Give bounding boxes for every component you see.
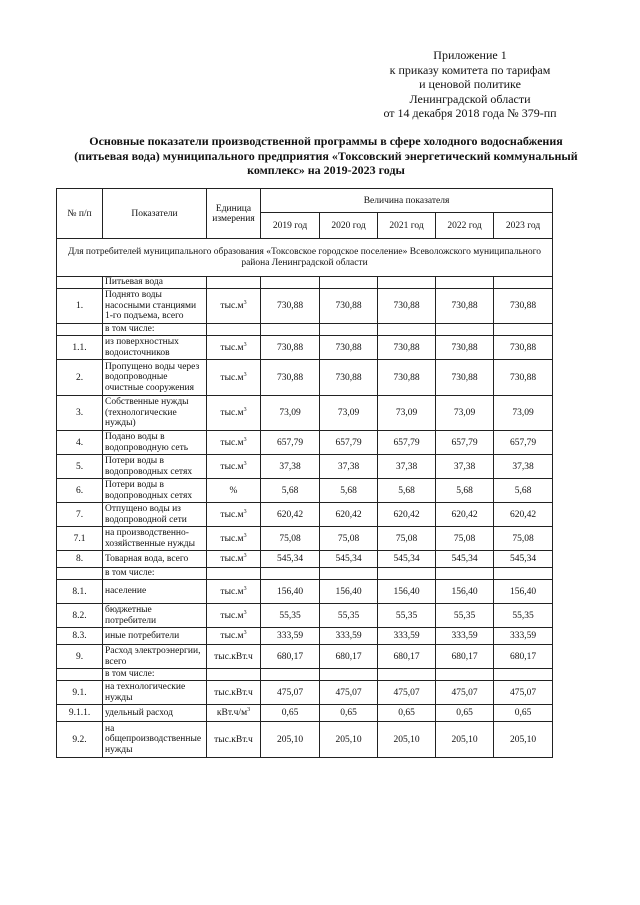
value-cell: 680,17	[436, 645, 494, 669]
unit-exponent: 3	[243, 299, 247, 306]
value-cell: 55,35	[320, 604, 378, 628]
value-cell: 545,34	[261, 551, 320, 568]
value-cell: 730,88	[436, 336, 494, 360]
row-number: 3.	[57, 396, 103, 431]
value-cell: 333,59	[378, 628, 436, 645]
value-cell: 205,10	[378, 722, 436, 758]
unit-cell	[207, 360, 261, 396]
unit-text: тыс.кВт.ч	[214, 651, 253, 662]
value-cell: 730,88	[494, 360, 553, 396]
unit-cell	[207, 527, 261, 551]
row-number: 5.	[57, 455, 103, 479]
section-label: в том числе:	[103, 324, 207, 336]
table-row	[57, 503, 553, 527]
section-row	[57, 669, 553, 681]
indicator-label: удельный расход	[103, 705, 207, 722]
indicator-label: Расход электроэнергии, всего	[103, 645, 207, 669]
value-cell: 620,42	[261, 503, 320, 527]
value-cell: 730,88	[261, 289, 320, 324]
unit-exponent: 3	[243, 341, 247, 348]
header-unit: Единица измерения	[207, 189, 261, 239]
value-cell: 205,10	[436, 722, 494, 758]
unit-exponent: 3	[243, 436, 247, 443]
table-row	[57, 681, 553, 705]
unit-text: тыс.м	[220, 586, 244, 597]
indicator-label: Отпущено воды из водопроводной сети	[103, 503, 207, 527]
header-year: 2023 год	[494, 213, 553, 239]
value-cell: 680,17	[378, 645, 436, 669]
value-cell: 73,09	[436, 396, 494, 431]
table-row	[57, 645, 553, 669]
title-line: Основные показатели производственной программы в сфере холодного водоснабжения	[89, 134, 563, 148]
unit-exponent: 3	[243, 629, 247, 636]
indicator-label: Собственные нужды (технологические нужды)	[103, 396, 207, 431]
value-cell: 205,10	[320, 722, 378, 758]
title-line: (питьевая вода) муниципального предприятия «Токсовский энергетический коммунальный	[74, 148, 578, 163]
value-cell: 5,68	[436, 479, 494, 503]
row-number-cell	[57, 277, 103, 289]
appendix-line: от 14 декабря 2018 года № 379-пп	[383, 106, 557, 120]
unit-exponent: 3	[243, 371, 247, 378]
value-cell: 0,65	[378, 705, 436, 722]
row-number: 1.	[57, 289, 103, 324]
unit-text: тыс.м	[220, 461, 244, 472]
value-cell: 620,42	[378, 503, 436, 527]
table-row	[57, 580, 553, 604]
unit-text: %	[229, 485, 238, 496]
indicator-label: Потери воды в водопроводных сетях	[103, 455, 207, 479]
value-cell: 730,88	[320, 336, 378, 360]
table-row	[57, 527, 553, 551]
unit-cell	[207, 604, 261, 628]
title-line: комплекс» на 2019-2023 годы	[247, 163, 405, 177]
value-cell: 55,35	[436, 604, 494, 628]
value-cell: 73,09	[320, 396, 378, 431]
empty-cell	[378, 568, 436, 580]
row-number: 7.	[57, 503, 103, 527]
value-cell: 333,59	[436, 628, 494, 645]
value-cell: 730,88	[261, 336, 320, 360]
value-cell: 5,68	[320, 479, 378, 503]
header-year: 2020 год	[320, 213, 378, 239]
value-cell: 156,40	[320, 580, 378, 604]
unit-text: тыс.м	[220, 610, 244, 621]
value-cell: 730,88	[320, 360, 378, 396]
unit-cell	[207, 722, 261, 758]
indicator-label: Подано воды в водопроводную сеть	[103, 431, 207, 455]
value-cell: 5,68	[494, 479, 553, 503]
value-cell: 620,42	[436, 503, 494, 527]
value-cell: 37,38	[494, 455, 553, 479]
indicator-label: на производственно-хозяйственные нужды	[103, 527, 207, 551]
table-row	[57, 455, 553, 479]
indicator-label: население	[103, 580, 207, 604]
value-cell: 475,07	[320, 681, 378, 705]
row-number: 9.	[57, 645, 103, 669]
empty-cell	[494, 669, 553, 681]
value-cell: 475,07	[436, 681, 494, 705]
value-cell: 730,88	[378, 336, 436, 360]
empty-cell	[378, 669, 436, 681]
value-cell: 545,34	[436, 551, 494, 568]
value-cell: 73,09	[494, 396, 553, 431]
empty-cell	[494, 324, 553, 336]
value-cell: 205,10	[494, 722, 553, 758]
value-cell: 0,65	[436, 705, 494, 722]
indicator-label: из поверхностных водоисточников	[103, 336, 207, 360]
header-num: № п/п	[57, 189, 103, 239]
indicator-label: Товарная вода, всего	[103, 551, 207, 568]
value-cell: 730,88	[261, 360, 320, 396]
empty-cell	[436, 277, 494, 289]
unit-text: тыс.м	[220, 342, 244, 353]
table-row	[57, 722, 553, 758]
value-cell: 0,65	[261, 705, 320, 722]
empty-cell	[378, 324, 436, 336]
unit-text: тыс.м	[220, 631, 244, 641]
value-cell: 657,79	[436, 431, 494, 455]
value-cell: 37,38	[436, 455, 494, 479]
empty-cell	[494, 568, 553, 580]
value-cell: 475,07	[494, 681, 553, 705]
row-number: 9.1.	[57, 681, 103, 705]
value-cell: 657,79	[494, 431, 553, 455]
value-cell: 156,40	[261, 580, 320, 604]
value-cell: 730,88	[320, 289, 378, 324]
indicator-label: Потери воды в водопроводных сетях	[103, 479, 207, 503]
value-cell: 657,79	[320, 431, 378, 455]
empty-cell	[320, 324, 378, 336]
value-cell: 680,17	[261, 645, 320, 669]
table-row	[57, 396, 553, 431]
value-cell: 5,68	[378, 479, 436, 503]
value-cell: 37,38	[378, 455, 436, 479]
row-number: 7.1	[57, 527, 103, 551]
value-cell: 37,38	[261, 455, 320, 479]
value-cell: 37,38	[320, 455, 378, 479]
empty-cell	[261, 324, 320, 336]
indicator-label: на технологические нужды	[103, 681, 207, 705]
value-cell: 205,10	[261, 722, 320, 758]
unit-cell	[207, 681, 261, 705]
value-cell: 0,65	[494, 705, 553, 722]
unit-exponent: 3	[243, 585, 247, 592]
section-row	[57, 277, 553, 289]
unit-text: тыс.м	[220, 301, 244, 311]
value-cell: 545,34	[320, 551, 378, 568]
empty-cell	[378, 277, 436, 289]
header-value-group: Величина показателя	[261, 189, 553, 213]
table-row	[57, 705, 553, 722]
section-row	[57, 324, 553, 336]
appendix-line: Ленинградской области	[409, 91, 531, 106]
value-cell: 5,68	[261, 479, 320, 503]
row-number: 4.	[57, 431, 103, 455]
value-cell: 156,40	[436, 580, 494, 604]
empty-cell	[207, 669, 261, 681]
value-cell: 75,08	[320, 527, 378, 551]
header-indicator: Показатели	[103, 189, 207, 239]
row-number-cell	[57, 324, 103, 336]
unit-exponent: 3	[243, 406, 247, 413]
unit-exponent: 3	[243, 508, 247, 515]
appendix-line: и ценовой политике	[419, 77, 521, 91]
row-number-cell	[57, 669, 103, 681]
unit-cell	[207, 503, 261, 527]
row-number: 8.1.	[57, 580, 103, 604]
empty-cell	[207, 568, 261, 580]
empty-cell	[207, 277, 261, 289]
value-cell: 730,88	[436, 360, 494, 396]
value-cell: 333,59	[494, 628, 553, 645]
unit-cell	[207, 705, 261, 722]
row-number: 9.2.	[57, 722, 103, 758]
indicator-label: Поднято воды насосными станциями 1-го подъема, всего	[103, 289, 207, 324]
empty-cell	[207, 324, 261, 336]
value-cell: 55,35	[378, 604, 436, 628]
section-label: в том числе:	[103, 669, 207, 681]
value-cell: 156,40	[378, 580, 436, 604]
unit-cell	[207, 628, 261, 645]
value-cell: 475,07	[378, 681, 436, 705]
unit-exponent: 3	[247, 706, 251, 713]
value-cell: 475,07	[261, 681, 320, 705]
unit-cell	[207, 336, 261, 360]
value-cell: 730,88	[378, 289, 436, 324]
value-cell: 333,59	[320, 628, 378, 645]
empty-cell	[436, 669, 494, 681]
empty-cell	[436, 568, 494, 580]
unit-text: тыс.м	[220, 554, 244, 564]
empty-cell	[261, 669, 320, 681]
unit-exponent: 3	[243, 532, 247, 539]
value-cell: 156,40	[494, 580, 553, 604]
indicator-label: на общепроизводственные нужды	[103, 722, 207, 758]
row-number: 2.	[57, 360, 103, 396]
unit-text: тыс.м	[220, 408, 244, 418]
document-title	[56, 134, 596, 178]
row-number: 8.	[57, 551, 103, 568]
value-cell: 75,08	[378, 527, 436, 551]
unit-exponent: 3	[243, 609, 247, 616]
empty-cell	[261, 568, 320, 580]
table-row	[57, 604, 553, 628]
empty-cell	[494, 277, 553, 289]
group-row-label: Для потребителей муниципального образования «Токсовское городское поселение» Всеволожского муниципального района Ленинградской области	[57, 239, 553, 277]
unit-text: тыс.кВт.ч	[214, 687, 253, 698]
unit-cell	[207, 289, 261, 324]
row-number: 8.2.	[57, 604, 103, 628]
header-year: 2022 год	[436, 213, 494, 239]
value-cell: 730,88	[378, 360, 436, 396]
unit-cell	[207, 396, 261, 431]
table-row	[57, 336, 553, 360]
empty-cell	[436, 324, 494, 336]
value-cell: 657,79	[261, 431, 320, 455]
value-cell: 75,08	[494, 527, 553, 551]
unit-exponent: 3	[243, 460, 247, 467]
row-number-cell	[57, 568, 103, 580]
table-row	[57, 289, 553, 324]
unit-text: тыс.м	[220, 533, 244, 544]
unit-cell	[207, 455, 261, 479]
value-cell: 620,42	[494, 503, 553, 527]
value-cell: 545,34	[494, 551, 553, 568]
value-cell: 680,17	[494, 645, 553, 669]
row-number: 1.1.	[57, 336, 103, 360]
value-cell: 730,88	[494, 289, 553, 324]
value-cell: 73,09	[378, 396, 436, 431]
unit-cell	[207, 551, 261, 568]
value-cell: 75,08	[436, 527, 494, 551]
indicator-label: Пропущено воды через водопроводные очистные сооружения	[103, 360, 207, 396]
unit-cell	[207, 431, 261, 455]
value-cell: 730,88	[436, 289, 494, 324]
value-cell: 545,34	[378, 551, 436, 568]
section-label: в том числе:	[103, 568, 207, 580]
value-cell: 680,17	[320, 645, 378, 669]
unit-text: кВт.ч/м	[216, 708, 248, 718]
empty-cell	[320, 669, 378, 681]
table-row	[57, 479, 553, 503]
indicator-label: иные потребители	[103, 628, 207, 645]
unit-text: тыс.м	[220, 372, 244, 383]
unit-text: тыс.м	[220, 437, 244, 448]
unit-exponent: 3	[243, 552, 247, 559]
indicators-table	[56, 188, 553, 758]
value-cell: 55,35	[494, 604, 553, 628]
value-cell: 620,42	[320, 503, 378, 527]
value-cell: 0,65	[320, 705, 378, 722]
empty-cell	[320, 568, 378, 580]
row-number: 8.3.	[57, 628, 103, 645]
header-year: 2021 год	[378, 213, 436, 239]
header-year: 2019 год	[261, 213, 320, 239]
unit-text: тыс.м	[220, 509, 244, 520]
table-row	[57, 551, 553, 568]
row-number: 9.1.1.	[57, 705, 103, 722]
appendix-header	[360, 48, 580, 121]
empty-cell	[261, 277, 320, 289]
row-number: 6.	[57, 479, 103, 503]
value-cell: 55,35	[261, 604, 320, 628]
value-cell: 657,79	[378, 431, 436, 455]
indicator-label: бюджетные потребители	[103, 604, 207, 628]
table-row	[57, 360, 553, 396]
table-row	[57, 431, 553, 455]
table-row	[57, 628, 553, 645]
group-row	[57, 239, 553, 277]
value-cell: 73,09	[261, 396, 320, 431]
appendix-line: Приложение 1	[433, 48, 507, 62]
unit-text: тыс.кВт.ч	[214, 734, 253, 745]
section-label: Питьевая вода	[103, 277, 207, 289]
value-cell: 333,59	[261, 628, 320, 645]
section-row	[57, 568, 553, 580]
unit-cell	[207, 479, 261, 503]
value-cell: 730,88	[494, 336, 553, 360]
appendix-line: к приказу комитета по тарифам	[389, 62, 551, 77]
unit-cell	[207, 645, 261, 669]
unit-cell	[207, 580, 261, 604]
empty-cell	[320, 277, 378, 289]
value-cell: 75,08	[261, 527, 320, 551]
